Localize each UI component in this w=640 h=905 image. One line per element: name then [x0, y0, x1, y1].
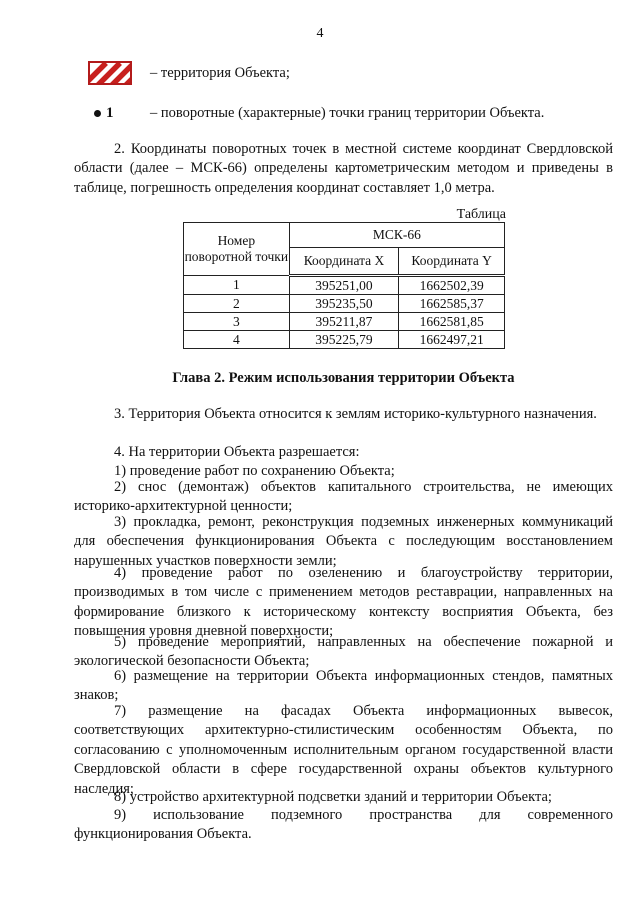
- table-caption: Таблица: [456, 207, 506, 222]
- table-row: [184, 276, 505, 295]
- row-coord-x: 395225,79: [289, 331, 399, 349]
- table-row: [184, 295, 505, 313]
- legend-territory-label: – территория Объекта;: [150, 64, 290, 81]
- coord-y-header: Координата Y: [399, 248, 505, 276]
- coord-x-header: Координата X: [289, 248, 399, 276]
- list-item-7: 7) размещение на фасадах Объекта информационных вывесок, соответствующих архитектурно-стилистическим особенностям Объекта, по согласованию с уполномоченным исполнительным органом государственной власти Свердловской области в сфере государственной охраны объектов культурного наследия;: [74, 703, 613, 797]
- row-point-number: 4: [184, 331, 290, 349]
- red-hatch-icon: [90, 63, 132, 85]
- point-number-header: Номер поворотной точки: [184, 223, 290, 276]
- paragraph-4: 4. На территории Объекта разрешается:: [114, 444, 360, 460]
- row-point-number: 1: [184, 276, 290, 295]
- legend-points: [88, 105, 544, 122]
- list-item-4: 4) проведение работ по озеленению и благоустройству территории, производимых в том числе с применением методов реставрации, направленных на формирование близкого к историческому контексту восприятия Объекта, без повышения уровня дневной поверхности;: [74, 565, 613, 640]
- row-point-number: 3: [184, 313, 290, 331]
- intro-paragraph: 2. Координаты поворотных точек в местной системе координат Свердловской области (далее – МСК-66) определены картометрическим методом и приведены в таблице, погрешность определения координат составляет 1,0 метра.: [74, 141, 613, 196]
- point-dot-icon: [94, 110, 101, 117]
- point-number: 1: [106, 105, 114, 121]
- row-coord-x: 395211,87: [289, 313, 399, 331]
- list-item-5: 5) проведение мероприятий, направленных на обеспечение пожарной и экологической безопасности Объекта;: [74, 634, 613, 670]
- page-number: 4: [316, 26, 324, 41]
- paragraph-3: 3. Территория Объекта относится к землям историко-культурного назначения.: [114, 406, 597, 422]
- turning-point-marker: [88, 105, 132, 122]
- row-coord-x: 395251,00: [289, 276, 399, 295]
- row-coord-y: 1662585,37: [399, 295, 505, 313]
- row-coord-y: 1662502,39: [399, 276, 505, 295]
- list-item-9: 9) использование подземного пространства для современного функционирования Объекта.: [74, 807, 613, 843]
- coordinates-table: [183, 222, 505, 349]
- legend-territory: [88, 61, 290, 85]
- row-coord-y: 1662581,85: [399, 313, 505, 331]
- territory-hatch-swatch: [88, 61, 132, 85]
- row-coord-x: 395235,50: [289, 295, 399, 313]
- chapter-title: Глава 2. Режим использования территории Объекта: [172, 370, 515, 386]
- list-item-3: 3) прокладка, ремонт, реконструкция подземных инженерных коммуникаций для обеспечения функционирования Объекта с последующим восстановлением нарушенных участков поверхности земли;: [74, 514, 613, 569]
- table-row: [184, 331, 505, 349]
- list-item-1: 1) проведение работ по сохранению Объекта;: [114, 463, 395, 479]
- row-coord-y: 1662497,21: [399, 331, 505, 349]
- list-item-6: 6) размещение на территории Объекта информационных стендов, памятных знаков;: [74, 668, 613, 704]
- legend-points-label: – поворотные (характерные) точки границ территории Объекта.: [150, 105, 545, 121]
- table-header-row: [184, 223, 505, 248]
- msk-66-header: МСК-66: [289, 223, 504, 248]
- row-point-number: 2: [184, 295, 290, 313]
- list-item-2: 2) снос (демонтаж) объектов капитального строительства, не имеющих историко-архитектурной ценности;: [74, 479, 613, 515]
- table-row: [184, 313, 505, 331]
- list-item-8: 8) устройство архитектурной подсветки зданий и территории Объекта;: [114, 789, 552, 805]
